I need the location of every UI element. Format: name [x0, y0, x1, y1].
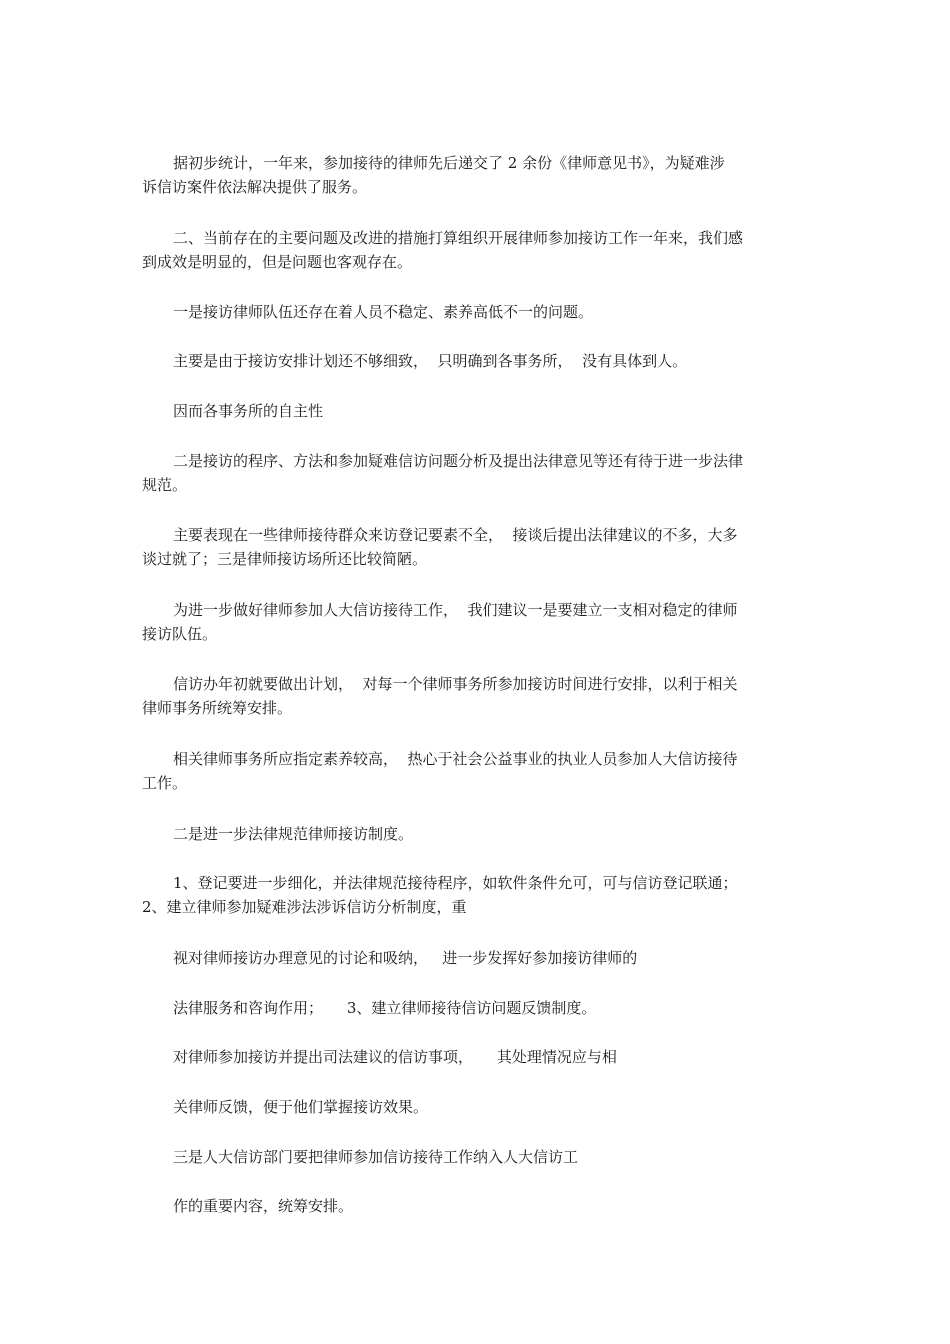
text-line: 工作。: [142, 774, 188, 792]
text-line: 诉信访案件依法解决提供了服务。: [142, 178, 368, 196]
text-line: 对律师参加接访并提出司法建议的信访事项， 其处理情况应与相: [173, 1048, 617, 1066]
text-line: 作的重要内容，统筹安排。: [173, 1197, 354, 1215]
paragraph: [142, 822, 812, 846]
text-line: 为进一步做好律师参加人大信访接待工作， 我们建议一是要建立一支相对稳定的律师: [173, 601, 738, 619]
text-line: 规范。: [142, 476, 188, 494]
text-line: 因而各事务所的自主性: [173, 402, 324, 420]
paragraph: [142, 996, 812, 1020]
paragraph: [142, 1194, 812, 1218]
paragraph: [142, 523, 812, 571]
paragraph: [142, 1045, 812, 1069]
paragraph: [142, 449, 812, 497]
text-line: 谈过就了；三是律师接访场所还比较简陋。: [142, 550, 428, 568]
text-line: 1、登记要进一步细化，并法律规范接待程序，如软件条件允可，可与信访登记联通；: [173, 874, 738, 892]
paragraph: [142, 300, 812, 324]
paragraph: [142, 747, 812, 795]
paragraph: [142, 1095, 812, 1119]
paragraph: [142, 1145, 812, 1169]
text-line: 主要是由于接访安排计划还不够细致， 只明确到各事务所， 没有具体到人。: [173, 352, 688, 370]
text-line: 视对律师接访办理意见的讨论和吸纳， 进一步发挥好参加接访律师的: [173, 949, 638, 967]
paragraph: [142, 349, 812, 373]
text-line: 三是人大信访部门要把律师参加信访接待工作纳入人大信访工: [173, 1148, 579, 1166]
text-line: 接访队伍。: [142, 625, 218, 643]
text-line: 二、当前存在的主要问题及改进的措施打算组织开展律师参加接访工作一年来，我们感: [173, 229, 744, 247]
text-line: 主要表现在一些律师接待群众来访登记要素不全， 接谈后提出法律建议的不多，大多: [173, 526, 738, 544]
text-line: 法律服务和咨询作用； 3、建立律师接待信访问题反馈制度。: [173, 999, 597, 1017]
text-line: 到成效是明显的，但是问题也客观存在。: [142, 253, 413, 271]
text-line: 关律师反馈，便于他们掌握接访效果。: [173, 1098, 429, 1116]
text-line: 2、建立律师参加疑难涉法涉诉信访分析制度，重: [142, 898, 467, 916]
text-line: 二是进一步法律规范律师接访制度。: [173, 825, 414, 843]
text-line: 一是接访律师队伍还存在着人员不稳定、素养高低不一的问题。: [173, 303, 594, 321]
text-line: 据初步统计，一年来，参加接待的律师先后递交了 2 余份《律师意见书》，为疑难涉: [173, 154, 725, 172]
paragraph: [142, 672, 812, 720]
text-line: 信访办年初就要做出计划， 对每一个律师事务所参加接访时间进行安排，以利于相关: [173, 675, 738, 693]
text-line: 二是接访的程序、方法和参加疑难信访问题分析及提出法律意见等还有待于进一步法律: [173, 452, 744, 470]
paragraph: [142, 226, 812, 274]
paragraph: [142, 871, 812, 919]
paragraph: [142, 151, 812, 199]
paragraph: [142, 946, 812, 970]
paragraph: [142, 598, 812, 646]
text-line: 律师事务所统筹安排。: [142, 699, 293, 717]
text-line: 相关律师事务所应指定素养较高， 热心于社会公益事业的执业人员参加人大信访接待: [173, 750, 738, 768]
paragraph: [142, 399, 812, 423]
